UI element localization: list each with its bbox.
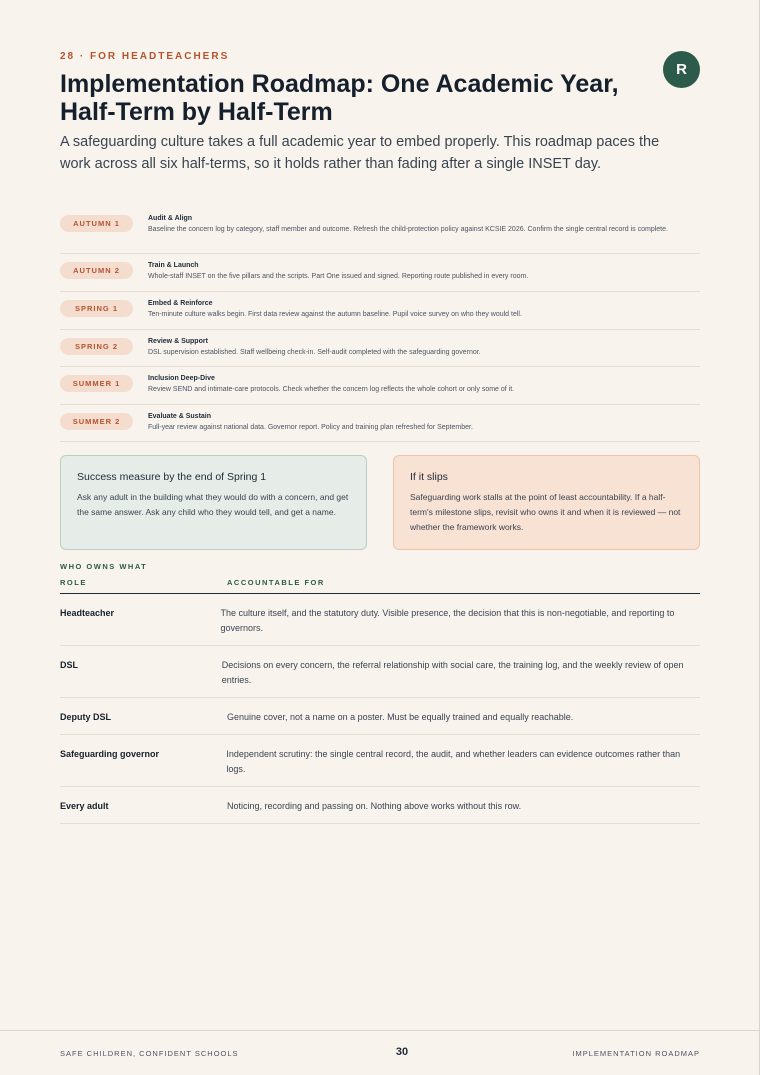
roadmap-heading: Evaluate & Sustain: [148, 413, 212, 420]
roadmap-heading: Audit & Align: [148, 215, 193, 222]
roadmap-text: [148, 405, 700, 433]
term-pill: SUMMER 1: [60, 375, 133, 392]
roadmap-description: Review SEND and intimate-care protocols. Check whether the concern log reflects the whole cohort or only some of it.: [148, 386, 515, 393]
section-eyebrow: 28 · FOR HEADTEACHERS: [60, 51, 230, 62]
roadmap-row: [60, 405, 700, 442]
role-cell: Deputy DSL: [60, 712, 112, 722]
roadmap-text: [148, 330, 700, 358]
accountable-cell: Independent scrutiny: the single central record, the audit, and whether leaders can evidence outcomes rather than logs.: [226, 749, 681, 774]
roadmap-text: [148, 367, 700, 395]
table-row: [60, 594, 700, 646]
footer-publication-title: SAFE CHILDREN, CONFIDENT SCHOOLS: [60, 1049, 239, 1058]
roadmap-heading: Review & Support: [148, 338, 208, 345]
page-number: 30: [395, 1046, 409, 1058]
accountable-cell: Genuine cover, not a name on a poster. Must be equally trained and equally reachable.: [227, 712, 574, 722]
success-measure-body: Ask any adult in the building what they would do with a concern, and get the same answer. Ask any child who they would tell, and get a name.: [77, 492, 349, 517]
roadmap-text: [148, 207, 700, 235]
roadmap-text: [148, 254, 700, 282]
who-owns-what-label: WHO OWNS WHAT: [60, 562, 148, 571]
roadmap-description: Full-year review against national data. Governor report. Policy and training plan refreshed for September.: [148, 424, 473, 431]
term-pill: SPRING 2: [60, 338, 133, 355]
avatar: R: [663, 51, 700, 88]
column-header-role: ROLE: [60, 578, 87, 587]
roadmap-heading: Train & Launch: [148, 262, 199, 269]
roadmap-heading: Inclusion Deep-Dive: [148, 375, 215, 382]
roadmap-description: Ten-minute culture walks begin. First data review against the autumn baseline. Pupil voice survey on who they would tell.: [148, 311, 522, 318]
table-row: [60, 735, 700, 787]
page-title: Implementation Roadmap: One Academic Year, Half-Term by Half-Term: [60, 70, 619, 126]
success-measure-box: [60, 455, 367, 550]
term-pill: AUTUMN 2: [60, 262, 133, 279]
roadmap-row: [60, 292, 700, 330]
column-header-accountable: ACCOUNTABLE FOR: [227, 578, 325, 587]
accountable-cell: The culture itself, and the statutory duty. Visible presence, the decision that this is non-negotiable, and reporting to governors.: [220, 608, 675, 633]
table-row: [60, 698, 700, 735]
footer-divider: [0, 1030, 760, 1031]
term-pill: SPRING 1: [60, 300, 133, 317]
if-it-slips-box: [393, 455, 700, 550]
footer-section-title: IMPLEMENTATION ROADMAP: [572, 1049, 700, 1058]
roadmap-row: [60, 254, 700, 292]
roadmap-text: [148, 292, 700, 320]
role-cell: Headteacher: [60, 608, 115, 618]
accountable-cell: Noticing, recording and passing on. Nothing above works without this row.: [227, 801, 522, 811]
role-cell: Every adult: [60, 801, 109, 811]
roadmap-row: [60, 207, 700, 254]
roadmap-list: [60, 207, 700, 442]
success-measure-title: Success measure by the end of Spring 1: [77, 471, 267, 483]
role-cell: DSL: [60, 660, 78, 670]
if-it-slips-title: If it slips: [410, 471, 448, 483]
role-cell: Safeguarding governor: [60, 749, 160, 759]
roadmap-description: Whole-staff INSET on the five pillars and the scripts. Part One issued and signed. Reporting route published in every room.: [148, 273, 529, 280]
term-pill: SUMMER 2: [60, 413, 133, 430]
term-pill: AUTUMN 1: [60, 215, 133, 232]
table-header: [60, 577, 700, 594]
table-row: [60, 646, 700, 698]
roadmap-row: [60, 367, 700, 405]
roadmap-row: [60, 330, 700, 367]
table-row: [60, 787, 700, 824]
owners-table: [60, 577, 700, 824]
accountable-cell: Decisions on every concern, the referral relationship with social care, the training log, and the weekly review of open entries.: [221, 660, 684, 685]
roadmap-description: DSL supervision established. Staff wellbeing check-in. Self-audit completed with the safeguarding governor.: [148, 349, 481, 356]
intro-paragraph: A safeguarding culture takes a full academic year to embed properly. This roadmap paces the work across all six half-terms, so it holds rather than fading after a single INSET day.: [60, 134, 660, 172]
roadmap-heading: Embed & Reinforce: [148, 300, 213, 307]
if-it-slips-body: Safeguarding work stalls at the point of least accountability. If a half-term's milestone slips, revisit who owns it and when it is reviewed — not whether the framework works.: [410, 492, 681, 532]
roadmap-description: Baseline the concern log by category, staff member and outcome. Refresh the child-protection policy against KCSIE 2026. Confirm the single central record is complete.: [148, 226, 668, 233]
